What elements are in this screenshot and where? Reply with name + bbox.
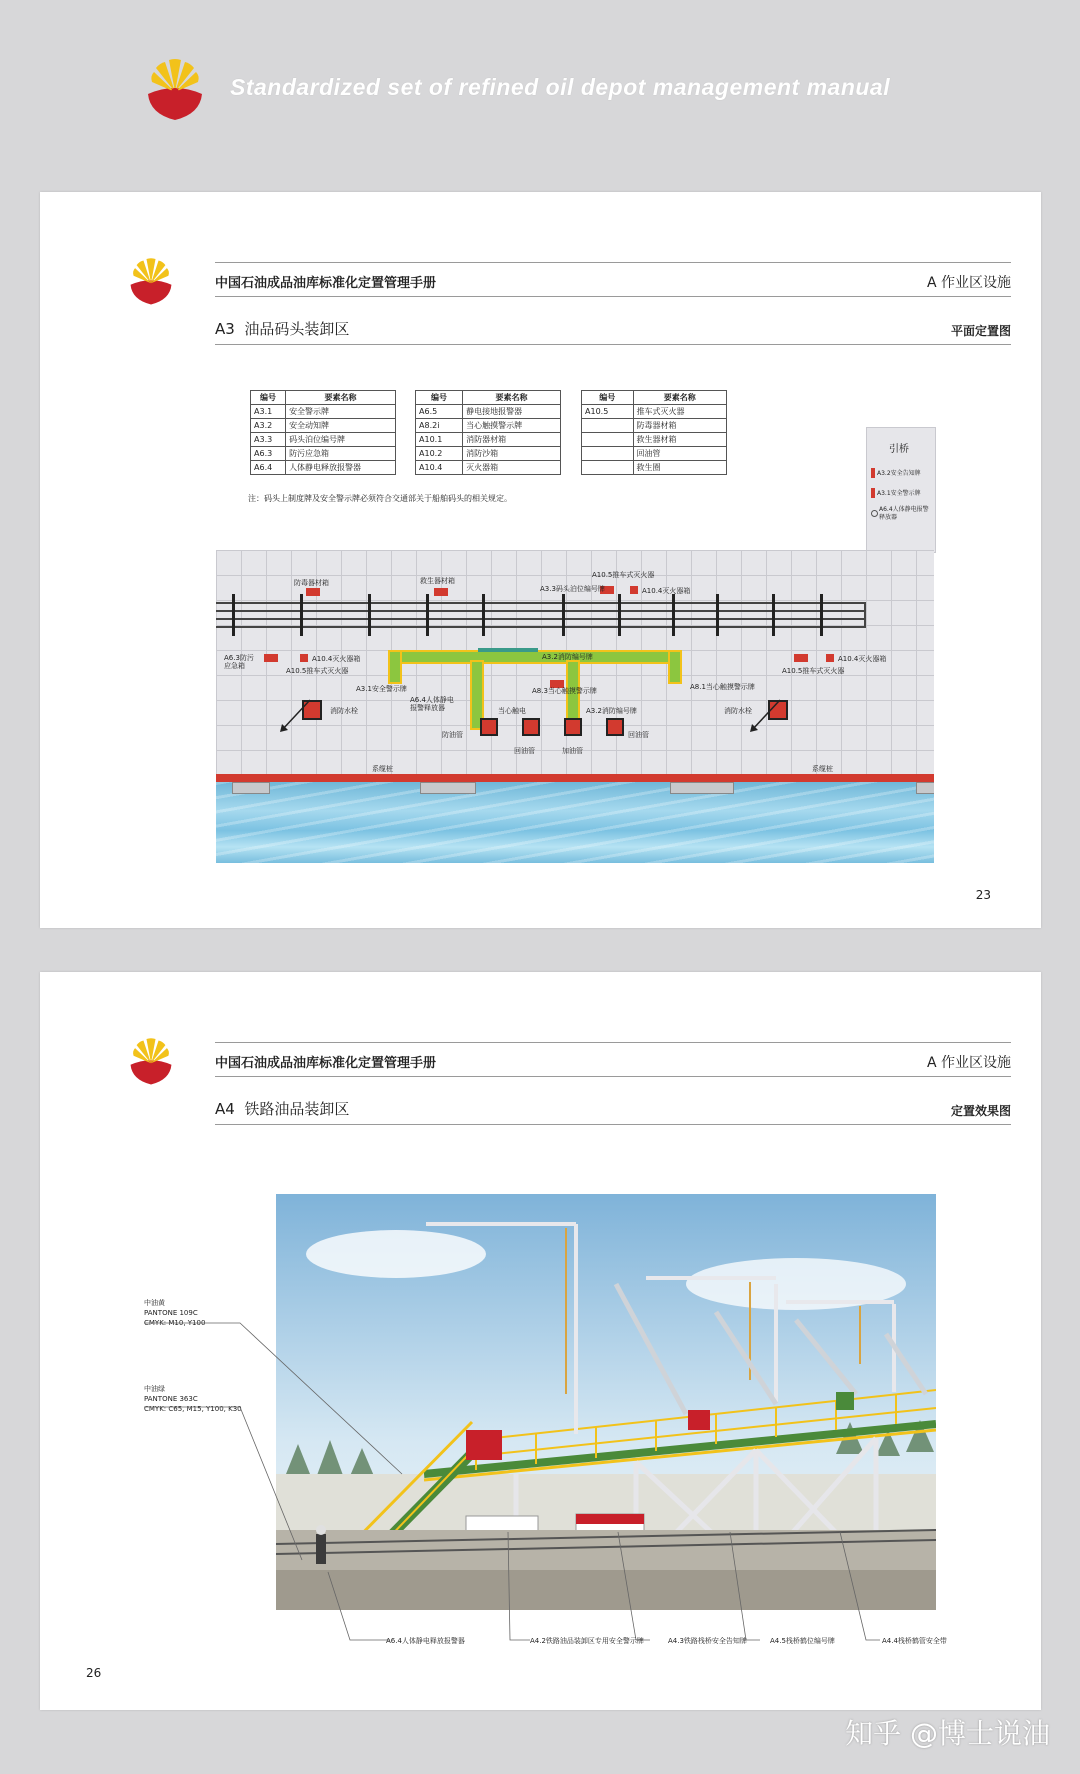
color-callout-yellow: 中油黄 PANTONE 109C CMYK: M10, Y100	[144, 1299, 206, 1327]
page-23	[40, 192, 1041, 928]
table-note: 注：码头上制度牌及安全警示牌必须符合交通部关于船舶码头的相关规定。	[248, 494, 512, 503]
legend-title: 引桥	[889, 444, 909, 455]
section-name: 油品码头装卸区	[244, 320, 350, 338]
watermark: 知乎 @博士说油	[845, 1717, 1050, 1750]
brand-logo-icon	[126, 256, 176, 306]
header-section: A 作业区设施	[926, 275, 1011, 291]
section-code: A3	[215, 320, 235, 338]
bottom-callout: A4.5栈桥鹤位编号牌	[770, 1637, 835, 1645]
legend-item: A6.4人体静电报警释放器	[879, 506, 929, 521]
section-name: 铁路油品装卸区	[244, 1100, 350, 1118]
legend-item: A3.2安全告知牌	[877, 470, 921, 477]
section-code: A4	[215, 1100, 235, 1118]
legend-table-3: 编号 要素名称 A10.5 推车式灭火器 防毒器材箱 救生器材箱 回油管 救生圈	[581, 390, 727, 475]
header-title: 中国石油成品油库标准化定置管理手册	[215, 1056, 437, 1071]
bottom-callout: A4.2铁路油品装卸区专用安全警示牌	[530, 1637, 644, 1645]
header-title: 中国石油成品油库标准化定置管理手册	[215, 276, 437, 291]
legend-table-1: 编号 要素名称 A3.1 安全警示牌 A3.2 安全动知牌 A3.3 码头泊位编号牌 A6.3 防污应急箱 A6.4 人体静电释放报警器	[250, 390, 396, 475]
section-subtitle: 平面定置图	[950, 324, 1011, 338]
bottom-callout: A6.4人体静电释放报警器	[386, 1637, 465, 1645]
page-number: 23	[975, 888, 991, 902]
callout-leader-lines	[40, 972, 1041, 1710]
header-section: A 作业区设施	[926, 1055, 1011, 1071]
approach-bridge-legend	[866, 427, 936, 553]
page-26	[40, 972, 1041, 1710]
page-number: 26	[86, 1666, 102, 1680]
banner-title: Standardized set of refined oil depot management manual	[230, 74, 891, 100]
legend-item: A3.1安全警示牌	[877, 490, 921, 497]
bottom-callout: A4.3铁路栈桥安全告知牌	[668, 1637, 747, 1645]
section-subtitle: 定置效果图	[950, 1104, 1011, 1118]
section-title	[215, 318, 349, 339]
brand-logo-icon	[142, 56, 208, 122]
legend-table-2: 编号 要素名称 A6.5 静电接地报警器 A8.2i 当心触摸警示牌 A10.1 消防器材箱 A10.2 消防沙箱 A10.4 灭火器箱	[415, 390, 561, 475]
bottom-callout: A4.4栈桥鹤管安全带	[882, 1637, 947, 1645]
dock-plan-drawing: 防毒器材箱 救生器材箱 A10.5推车式灭火器 A10.4灭火器箱 A6.3防污应急箱 A10.4灭火器箱 A10.5推车式灭火器 A3.2消防编号牌 A3.3码头泊位编号牌 A10.4灭火器箱 A10.5推车式灭火器 A3.1安全警示牌 A8.3当心触摸警示牌 A6.4人体静电报警释放器 A8.1当心触摸警示牌 当心触电 A3.2消防编号牌 消防水栓 消防水栓 防油管 回油管 加油管 回油管 系缆桩 系缆桩	[216, 550, 934, 863]
color-callout-green: 中油绿 PANTONE 363C CMYK: C65, M15, Y100, K30	[144, 1385, 242, 1413]
